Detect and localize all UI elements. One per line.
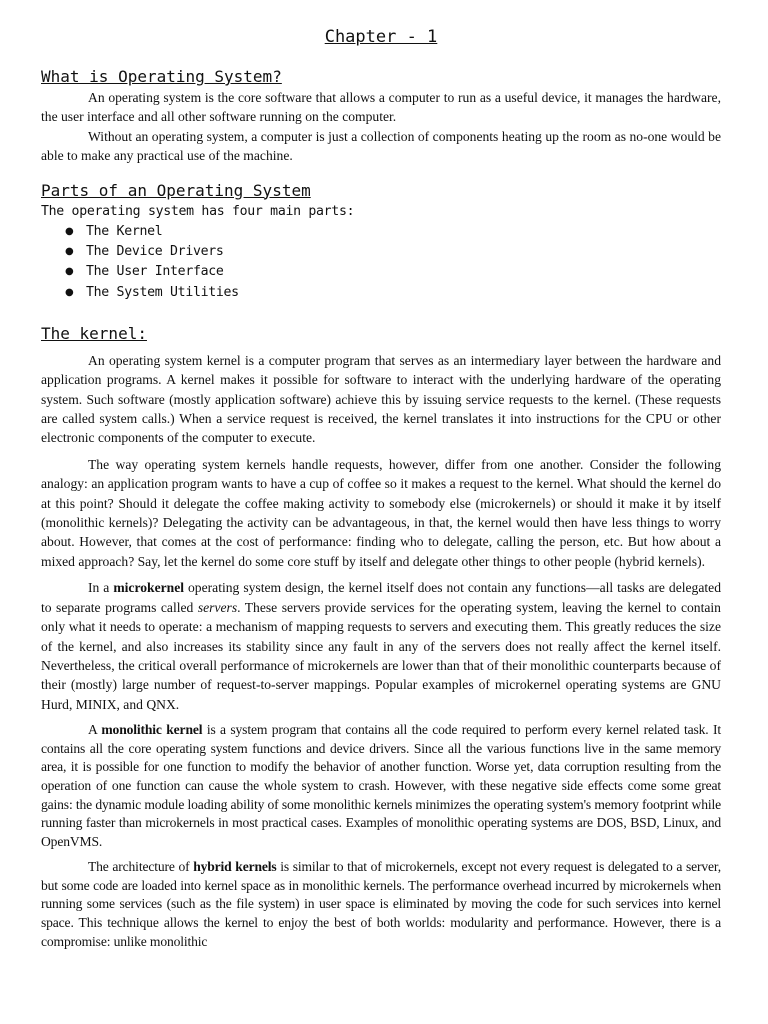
parts-list — [41, 222, 721, 303]
paragraph-os-definition: An operating system is the core software that allows a computer to run as a useful device, it manages the hardware, the user interface and all other software running on the computer. — [41, 90, 721, 125]
bullet-icon: ● — [65, 225, 74, 237]
paragraph-kernel-definition: An operating system kernel is a computer program that serves as an intermediary layer between the hardware and application programs. A kernel makes it possible for software to interact with the underlying hardware of the operating system. Such software (mostly application software) achieve this by issuing service requests to the kernel. (These requests are called system calls.) When a service request is received, the kernel translates it into instructions for the CPU or other electronic components of the computer to execute. — [41, 352, 721, 446]
heading-what-is-os: What is Operating System? — [41, 67, 282, 86]
paragraph-kernel-analogy: The way operating system kernels handle requests, however, differ from one another. Consider the following analogy: an application program wants to have a cup of coffee so it makes a request to the kernel. What should the kernel do at this point? Should it delegate the coffee making activity to somebody else (microkernels) or should it make it by itself (monolithic kernels)? Delegating the activity can be advantageous, in that, the kernel would then have less things to worry about. However, that comes at the cost of performance: finding who to delegate, calling the person, etc. But how about a mixed approach? Say, let the kernel do some core stuff by itself and delegate other things to other people (hybrid kernels). — [41, 456, 721, 569]
list-item: ● The Device Drivers — [86, 242, 721, 262]
term-hybrid-kernels: hybrid kernels — [193, 859, 277, 875]
paragraph-os-without: Without an operating system, a computer is just a collection of components heating up the room as no-one would be able to make any practical use of the machine. — [41, 128, 721, 164]
heading-parts-of-os: Parts of an Operating System — [41, 180, 311, 200]
term-microkernel: microkernel — [113, 580, 185, 596]
term-monolithic-kernel: monolithic kernel — [101, 722, 203, 738]
heading-the-kernel: The kernel: — [41, 323, 147, 343]
bullet-icon: ● — [65, 286, 74, 298]
list-item: ● The Kernel — [86, 222, 721, 242]
term-servers: servers — [197, 599, 238, 615]
paragraph-hybrid-kernel: The architecture of hybrid kernels is similar to that of microkernels, except not every request is delegated to a server, but some code are loaded into kernel space as in monolithic kernels. The performance overhead incurred by microkernels when running some services (such as the file system) in user space is eliminated by moving the code for such services into kernel space. This technique allows the kernel to enjoy the best of both worlds: modularity and performance. However, there is a compromise: unlike monolithic — [41, 859, 721, 949]
list-item: ● The System Utilities — [86, 283, 721, 303]
bullet-icon: ● — [65, 266, 74, 278]
paragraph-monolithic-kernel: A monolithic kernel is a system program that contains all the code required to perform every kernel related task. It contains all the core operating system functions and device drivers. Since all the various functions live in the same memory area, it is possible for one function to modify the behavior of another function. Worse yet, data corruption resulting from the operation of one function can cause the whole system to crash. However, with these negative side effects come some great gains: the dynamic module loading ability of some monolithic kernels minimizes the operating system's memory footprint while running faster than microkernels in most practical cases. Examples of monolithic operating systems are DOS, BSD, Linux, and OpenVMS. — [41, 722, 721, 849]
list-item: ● The User Interface — [86, 262, 721, 282]
parts-intro: The operating system has four main parts: — [41, 203, 355, 219]
chapter-title: Chapter - 1 — [324, 27, 438, 47]
paragraph-microkernel: In a microkernel operating system design, the kernel itself does not contain any functions—all tasks are delegated to separate programs called servers. These servers provide services for the operating system, leaving the kernel to contain only what it needs to operate: a mechanism of mapping requests to servers and executing them. This greatly reduces the size of the kernel, and also increases its stability since any fault in any of the servers does not really affect the kernel itself. Nevertheless, the critical overall performance of microkernels are lower than that of their monolithic counterparts because of their (mostly) large number of request-to-server mappings. Popular examples of microkernel operating systems are GNU Hurd, MINIX, and QNX. — [41, 580, 721, 712]
bullet-icon: ● — [65, 245, 74, 257]
